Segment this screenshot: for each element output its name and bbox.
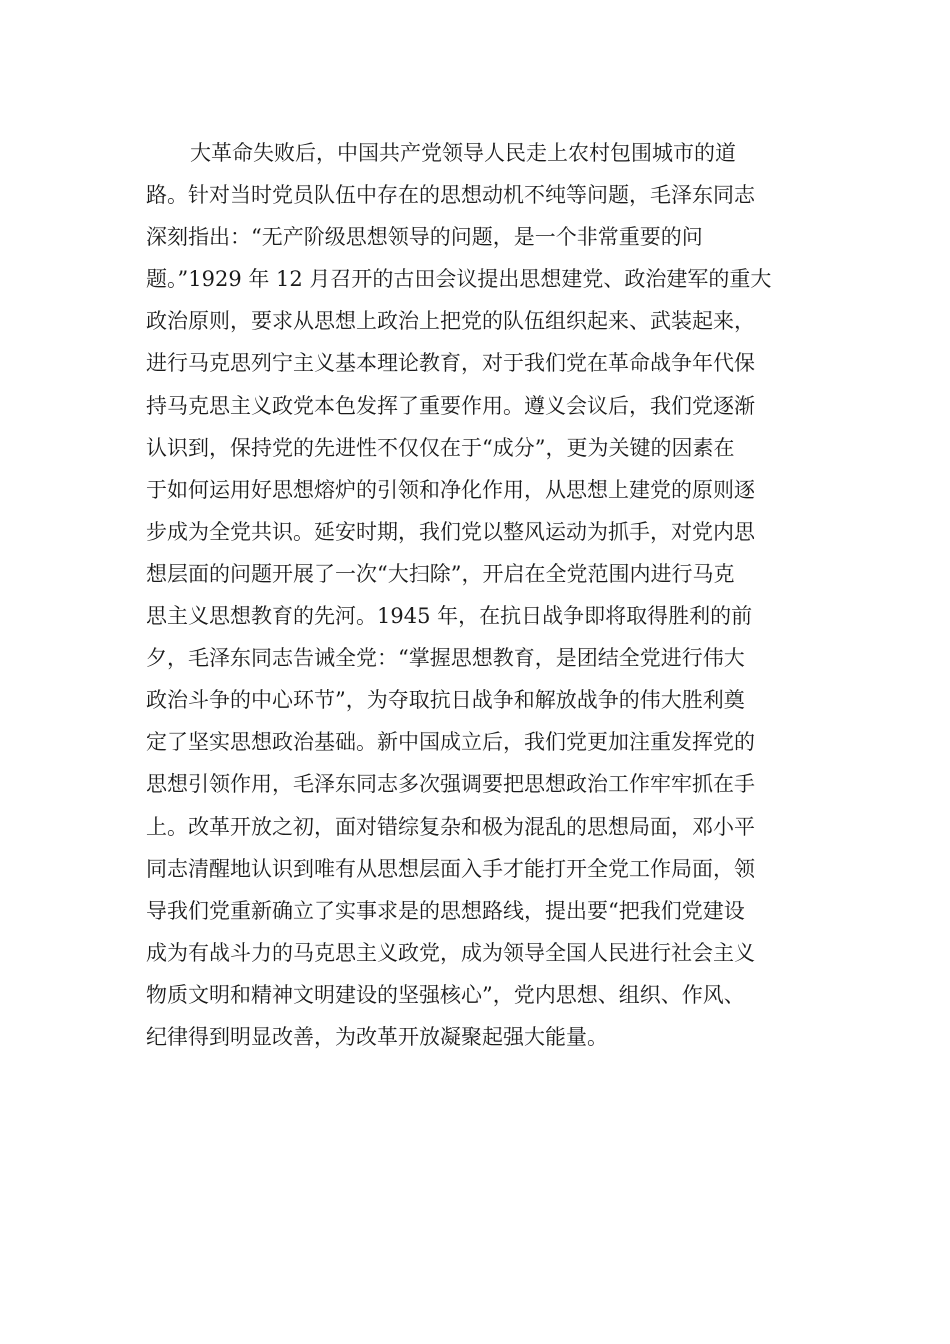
paragraph-line: 进行马克思列宁主义基本理论教育，对于我们党在革命战争年代保 [146, 351, 755, 376]
paragraph-line: 持马克思主义政党本色发挥了重要作用。遵义会议后，我们党逐渐 [146, 393, 755, 418]
paragraph-line: 定了坚实思想政治基础。新中国成立后，我们党更加注重发挥党的 [146, 730, 755, 755]
paragraph-line: 思主义思想教育的先河。1945 年，在抗日战争即将取得胜利的前 [146, 604, 753, 629]
paragraph-line: 步成为全党共识。延安时期，我们党以整风运动为抓手，对党内思 [146, 519, 755, 544]
paragraph-line: 深刻指出：“无产阶级思想领导的问题，是一个非常重要的问 [146, 225, 703, 250]
paragraph-line: 政治斗争的中心环节”，为夺取抗日战争和解放战争的伟大胜利奠 [146, 688, 745, 713]
paragraph-line: 题。”1929 年 12 月召开的古田会议提出思想建党、政治建军的重大 [146, 267, 772, 292]
paragraph-line: 思想引领作用，毛泽东同志多次强调要把思想政治工作牢牢抓在手 [146, 772, 755, 797]
paragraph-line: 成为有战斗力的马克思主义政党，成为领导全国人民进行社会主义 [146, 940, 755, 965]
paragraph-line: 于如何运用好思想熔炉的引领和净化作用，从思想上建党的原则逐 [146, 477, 755, 502]
paragraph-line: 夕，毛泽东同志告诫全党：“掌握思想教育，是团结全党进行伟大 [146, 646, 745, 671]
paragraph-line: 路。针对当时党员队伍中存在的思想动机不纯等问题，毛泽东同志 [146, 183, 755, 208]
paragraph-line: 导我们党重新确立了实事求是的思想路线，提出要“把我们党建设 [146, 898, 745, 923]
paragraph-line: 认识到，保持党的先进性不仅仅在于“成分”，更为关键的因素在 [146, 435, 735, 460]
paragraph-line: 大革命失败后，中国共产党领导人民走上农村包围城市的道 [190, 141, 736, 165]
body-paragraph [146, 132, 811, 1058]
paragraph-line: 政治原则，要求从思想上政治上把党的队伍组织起来、武装起来， [146, 309, 755, 334]
paragraph-line: 同志清醒地认识到唯有从思想层面入手才能打开全党工作局面，领 [146, 856, 755, 881]
paragraph-line: 物质文明和精神文明建设的坚强核心”，党内思想、组织、作风、 [146, 982, 745, 1007]
paragraph-line: 想层面的问题开展了一次“大扫除”，开启在全党范围内进行马克 [146, 561, 735, 586]
paragraph-line: 纪律得到明显改善，为改革开放凝聚起强大能量。 [146, 1024, 608, 1049]
paragraph-line: 上。改革开放之初，面对错综复杂和极为混乱的思想局面，邓小平 [146, 814, 755, 839]
